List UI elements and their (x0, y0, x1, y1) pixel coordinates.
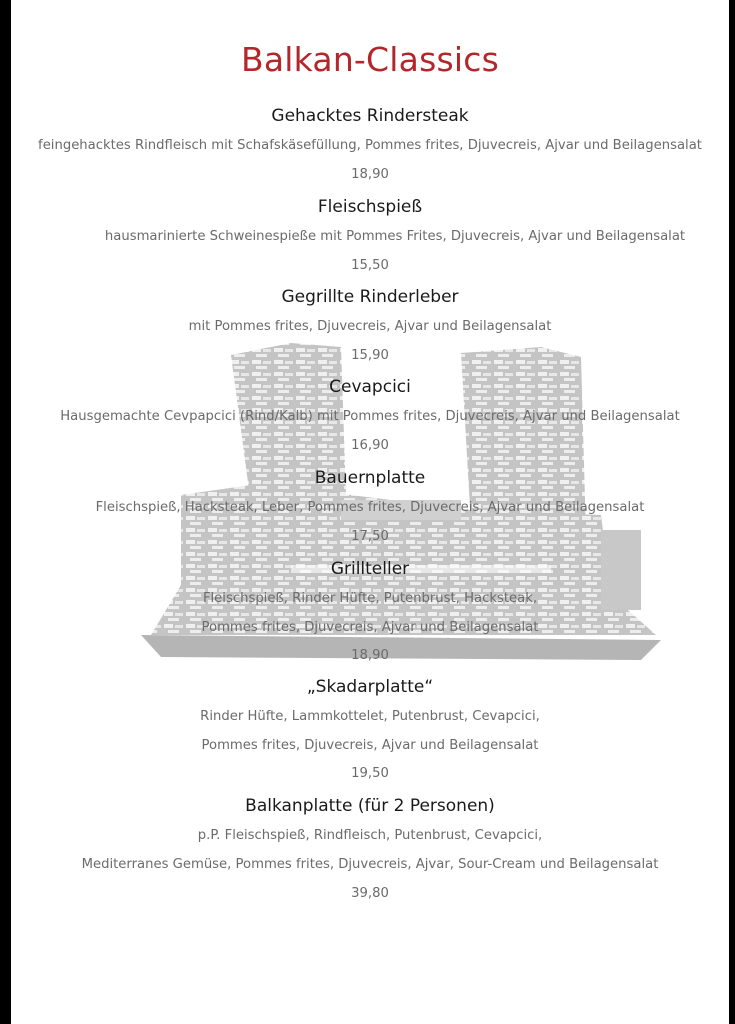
dish-name: „Skadarplatte“ (306, 677, 434, 697)
dish-price: 18,90 (351, 167, 389, 182)
dish-description: Pommes frites, Djuvecreis, Ajvar und Beilagensalat (201, 738, 539, 753)
page-title: Balkan-Classics (241, 40, 499, 79)
dish-description: Pommes frites, Djuvecreis, Ajvar und Beilagensalat (201, 620, 539, 635)
dish-price: 16,90 (351, 438, 389, 453)
dish-price: 18,90 (351, 648, 389, 663)
dish-price: 19,50 (351, 766, 389, 781)
dish-price: 39,80 (351, 886, 389, 901)
dish-description: Hausgemachte Cevpapcici (Rind/Kalb) mit Pommes frites, Djuvecreis, Ajvar und Beilagensalat (60, 409, 680, 424)
dish-name: Bauernplatte (314, 468, 426, 488)
dish-description: Rinder Hüfte, Lammkottelet, Putenbrust, Cevapcici, (200, 709, 540, 724)
dish-price: 15,90 (351, 348, 389, 363)
dish-description: Mediterranes Gemüse, Pommes frites, Djuvecreis, Ajvar, Sour-Cream und Beilagensalat (81, 857, 659, 872)
dish-name: Gegrillte Rinderleber (281, 287, 459, 307)
dish-name: Balkanplatte (für 2 Personen) (245, 796, 495, 816)
dish-description: hausmarinierte Schweinespieße mit Pommes Frites, Djuvecreis, Ajvar und Beilagensalat (104, 229, 686, 244)
dish-name: Cevapcici (329, 377, 411, 397)
dish-name: Gehacktes Rindersteak (271, 106, 469, 126)
dish-price: 15,50 (351, 258, 389, 273)
dish-description: feingehacktes Rindfleisch mit Schafskäsefüllung, Pommes frites, Djuvecreis, Ajvar und Beilagensalat (38, 138, 702, 153)
dish-description: mit Pommes frites, Djuvecreis, Ajvar und Beilagensalat (188, 319, 552, 334)
dish-name: Grillteller (330, 559, 410, 579)
dish-description: Fleischspieß, Hacksteak, Leber, Pommes frites, Djuvecreis, Ajvar und Beilagensalat (95, 500, 645, 515)
dish-price: 17,50 (351, 529, 389, 544)
menu-page (11, 0, 729, 1024)
dish-description: p.P. Fleischspieß, Rindfleisch, Putenbrust, Cevapcici, (197, 828, 543, 843)
dish-description: Fleischspieß, Rinder Hüfte, Putenbrust, Hacksteak, (202, 591, 538, 606)
dish-name: Fleischspieß (317, 197, 423, 217)
